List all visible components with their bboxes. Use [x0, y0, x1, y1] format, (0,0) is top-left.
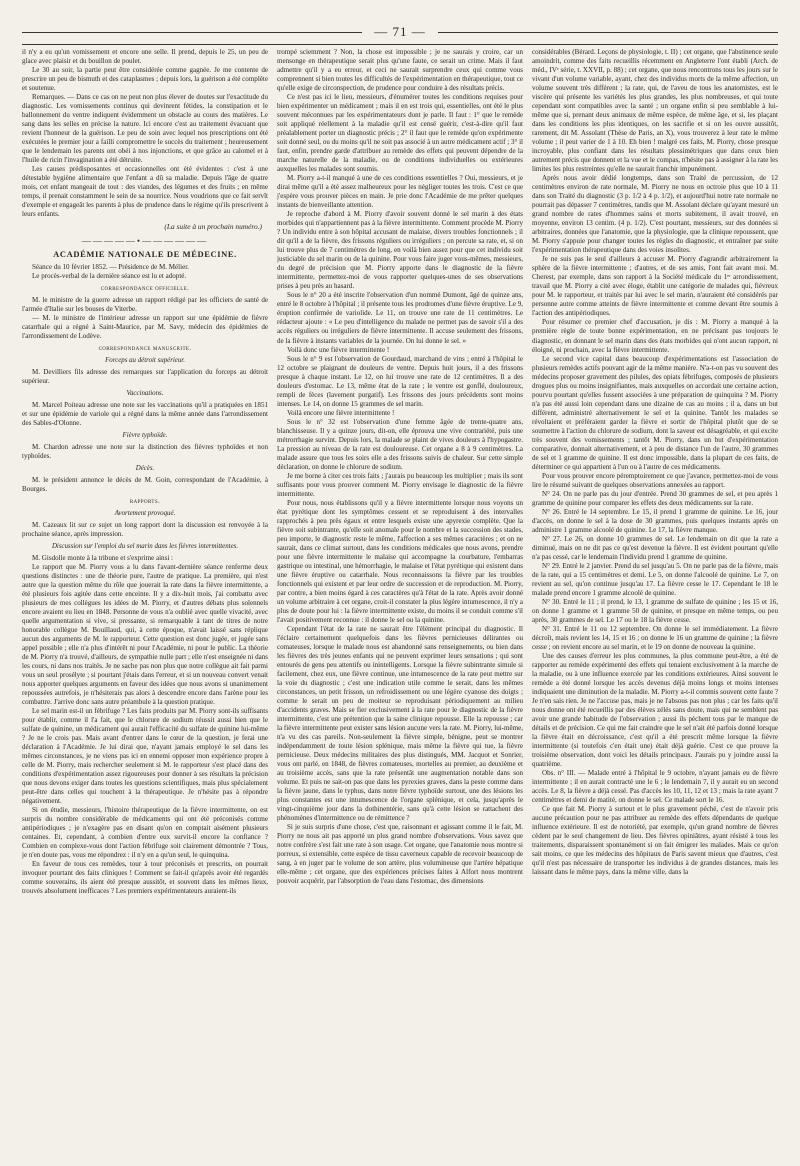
paragraph: N° 27. Le 26, on donne 10 grammes de sel. Le lendemain on dit que la rate a diminué, mais on ne dit pas ce qu'est devenue la fièvre. Il est évident pourtant qu'elle n'a pas cessé, car le lendemain l'individu prend 1 gramme de quinine. — [532, 534, 778, 561]
section-ornament: —————•—————— — [81, 235, 209, 246]
minutes-line: Le procès-verbal de la dernière séance est lu et adopté. — [32, 272, 187, 281]
header-divider — [22, 44, 778, 45]
paragraph: Sous le n° 9 est l'observation de Gourdaud, marchand de vins ; entré à l'hôpital le 12 octobre se plaignant de douleurs de ventre. Depuis huit jours, il a des frissons presque à chaque instant. Le 12, on lui trouve une rate de 12 centimètres. Il a des douleurs d'estomac. Le 13, même état de la rate ; le ventre est gonflé, douloureux, rempli de fèces (lavement purgatif). Les frissons des jours précédents sont moins intenses. Le 14, on donne 15 grammes de sel marin. — [277, 354, 523, 408]
official-correspondence-heading: correspondance officielle. — [100, 285, 190, 293]
case-report-conclusion — [22, 48, 268, 219]
session-line: Séance du 10 février 1852. — Présidence de M. Mélier. — [32, 263, 189, 272]
paragraph: Une des causes d'erreur les plus communes, la plus commune peut-être, a été de rapporter au remède expérimenté des effets qui tenaient exclusivement à la marche de la maladie, ou à une influence exercée par les conditions extérieures. Ainsi souvent le remède a été donné lorsque les accès devenus déjà moins longs et moins intenses indiquaient une diminution de la maladie. M. Piorry a-t-il commis souvent cette faute ? Je n'en sais rien. Je ne l'accuse pas, mais je ne l'absous pas non plus ; car les faits qu'il nous donne ont été recueillis par des élèves zélés sans doute, mais qui ne semblent pas avoir une grande habitude de l'observation ; aussi ils pèchent tous par le manque de détails et de précision. Ce qui me fait craindre que le sel n'ait été parfois donné lorsque la fièvre était en décroissance, c'est qu'il a été prescrit même lorsque la fièvre intermittente (si toutefois c'en était une) était déjà guérie. C'est ce que prouve la troisième observation, dont voici les détails principaux. J'aurais pu y joindre aussi la quatrième. — [532, 652, 778, 769]
paragraph: En faveur de tous ces remèdes, tour à tour préconisés et prescrits, on pourrait invoquer pourtant des faits cliniques ! Comment se fait-il qu'après avoir été regardés comme souverains, ils aient été presque aussitôt, et souvent dans les mêmes lieux, trouvés absolument inefficaces ? Les premiers expérimentateurs auraient-ils — [22, 860, 268, 896]
paragraph: Le second vice capital dans beaucoup d'expérimentations est l'association de plusieurs remèdes actifs pouvant agir de la même manière. N'a-t-on pas vu souvent des médecins proposer gravement des pilules, des opiats fébrifuges, composés de plusieurs drogues plus ou moins insignifiantes, mais auxquelles on accordait une certaine action, pourvu pourtant qu'elles fussent associées à une préparation de quinquina ? M. Piorry n'a pas été aussi loin cependant dans une dizaine de cas au moins ; il a, dans un but différent, administré alternativement le sel et la quinine. Tantôt les malades se révoltaient et préféraient garder la fièvre et sortir de l'hôpital plutôt que de se soumettre à l'action du chlorure de sodium, dont la saveur est désagréable, et qui excite très souvent des vomissements ; tantôt M. Piorry, dans un but d'expérimentation comparative, donnait alternativement, et à peu de distance l'un de l'autre, 30 grammes de sel et 1 gramme de quinine. Il est donc impossible, dans la plupart de ces faits, de déterminer ce qui appartient à l'un ou à l'autre de ces médicaments. — [532, 354, 778, 471]
paragraph: Cependant l'état de la rate ne saurait être l'élément principal du diagnostic. Il l'éclaire certainement quelquefois dans les fièvres pernicieuses délirantes ou comateuses, lorsque le malade nous est abandonné sans renseignements, ou bien dans les fièvres des très jeunes enfants qui ne peuvent exprimer leurs sensations ; qui sont entourés de gens peu attentifs ou inintelligents. Lorsque la fièvre subintrante simule si facilement, chez eux, une fièvre continue, une intumescence de la rate peut mettre sur la voie du diagnostic ; c'est une indication utile comme le serait, dans les mêmes circonstances, un petit frisson, un refroidissement ou une légère cyanose des doigts ; comme le serait un peu de moiteur se reproduisant périodiquement au milieu d'accidents graves. Mais se fier exclusivement à la rate pour le diagnostic de la fièvre intermittente, c'est une prétention que la saine clinique repousse. Elle la repousse ; car la fièvre intermittente peut exister sans lésion aucune vers la rate. M. Piorry, lui-même, n'a vu des cas pareils. Non-seulement la fièvre simple, bénigne, peut se montrer indépendamment de toute lésion splénique, mais même la fièvre qui tue, la fièvre pernicieuse. Deux médecins militaires des plus distingués, MM. Jacquot et Sonrier, vous ont parlé, en 1848, de fièvres comateuses, mortelles au premier, au deuxième et au troisième accès, sans que la rate présentât une augmentation notable dans son volume. Et puis ne sait-on pas que dans les pyrexies graves, dans la peste comme dans la fièvre jaune, dans le typhus, dans notre fièvre typhoïde surtout, une des lésions les plus constantes est une intumescence de l'organe splénique, et cela, jusqu'après le vingt-cinquième jour dans la dothinentérie, sans qu'à cette lésion se rattachent des phénomènes d'intermittence ou de rémittence ? — [277, 625, 523, 823]
paragraph: Remarques. — Dans ce cas on ne peut non plus élever de doutes sur l'exactitude du diagnostic. Les vomissements continus qui devinrent fétides, la constipation et le ballonnement du ventre indiquent évidemment un obstacle au cours des matières. Le sang dans les selles en précise la nature. Ici encore c'est au traitement évacuant que revient l'honneur de la guérison. Le peu de soin avec lequel nos prescriptions ont été exécutées le premier jour a failli compromettre le succès du traitement ; heureusement que le lendemain les parents ont obéi à nos injonctions, et que grâce au calomel et à l'huile de ricin l'invagination a été détruite. — [22, 93, 268, 165]
discussion-speech-start — [22, 554, 268, 897]
paragraph: Après nous avoir dédié longtemps, dans son Traité de percussion, de 12 centimètres environ de rate normale, M. Piorry ne nous en octroie plus que 10 à 11 dans son Traité du diagnostic (3 p. 1/2 à 4 p. 1/2), et aujourd'hui notre rate normale ne pourrait pas dépasser 7 centimètres, tandis que M. Assolant déclare qu'ayant mesuré un grand nombre de rates d'hommes sains et morts subitement, il avait trouvé, en moyenne, environ 13 centim. (4 p. 1/2). C'est pourtant, messieurs, sur des données si arbitraires, données que l'anatomie, que la physiologie, que la clinique repoussent, que M. Piorry s'appuie pour changer toutes les règles du diagnostic, et entraîner par suite l'expérimentation thérapeutique dans des voies insolites. — [532, 174, 778, 255]
forceps-heading: Forceps au détroit supérieur. — [105, 357, 185, 365]
header-rule-right — [438, 32, 778, 33]
paragraph: Obs. n° III. — Malade entré à l'hôpital le 9 octobre, n'ayant jamais eu de fièvre intermittente ; il en aurait contracté une le 6 ; le lendemain 7, il y aurait eu un second accès. Le 8, la fièvre a déjà cessé. Pas d'accès les 10, 11, 12 et 13 ; mais la rate ayant 7 centimètres et demi de matité, on donne le sel. Ce malade sort le 16. — [532, 769, 778, 805]
paragraph: trompé sciemment ? Non, la chose est impossible ; je ne saurais y croire, car un mensonge en thérapeutique serait plus qu'une faute, ce serait un crime. Mais il faut admettre qu'il y a eu erreur, et ceci ne saurait surprendre ceux qui comme vous comprennent si bien toutes les difficultés de l'expérimentation en thérapeutique, tout ce qu'elle exige de circonspection, de prudence pour conduire à des résultats précis. — [277, 48, 523, 93]
paragraph: Les causes prédisposantes et occasionnelles ont été évidentes : c'est à une détestable hygiène alimentaire que l'enfant a dû sa maladie. Depuis l'âge de quatre mois, cet enfant mangeait de tout : des viandes, des légumes et des fruits ; en même temps, il prenait constamment le sein de sa nourrice. Nous voudrions que ce fait servît d'exemple et engageât les parents à plus de prudence dans le régime qu'ils prescrivent à leurs enfants. — [22, 165, 268, 219]
deaths-paragraph: M. le président annonce le décès de M. Goin, correspondant de l'Académie, à Bourges. — [22, 475, 268, 493]
running-head — [22, 24, 778, 40]
paragraph: — M. le ministre de l'intérieur adresse un rapport sur une épidémie de fièvre catarrhale qui a régné à Saint-Maurice, par M. Savy, médecin des épidémies de l'arrondissement de Lodève. — [22, 313, 268, 340]
discussion-heading: Discussion sur l'emploi du sel marin dans les fièvres intermittentes. — [51, 542, 239, 550]
paragraph: Le rapport que M. Piorry vous a lu dans l'avant-dernière séance renferme deux questions distinctes : une de théorie pure, l'autre de pratique. La première, qui n'est autre que la question même du rôle que jouerait la rate dans la fièvre intermittente, a été plusieurs fois agitée dans cette enceinte. Il y a dix-huit mois, j'ai combattu avec plusieurs de mes collègues les idées de M. Piorry, et d'autres débats plus solennels encore avaient eu lieu en 1848. Personne de vous n'a oublié avec quelle vivacité, avec quelle argumentation si vive, si pressante, si remarquable à tant de titres de notre honorable collègue M. Bouillaud, qui, à cette époque, n'avait laissé sans réplique aucun des arguments de M. le rapporteur. Cette question est donc jugée, et jugée sans appel possible ; elle n'a plus d'intérêt ni pour l'Académie, ni pour le public. La théorie de M. Piorry n'a trouvé, d'ailleurs, de sympathie nulle part ; elle n'est enseignée ni dans les cours, ni dans nos traités. Je ne sache pas non plus que notre collègue ait fait parmi vous un seul prosélyte ; si pourtant j'étais dans l'erreur, et si un nouveau convert venait nous apporter quelques arguments en faveur des idées que nous avons si unanimement repoussées autrefois, je n'hésiterais pas alors à descendre encore dans l'arène pour les combattre. J'arrive donc sans autre préambule à la question pratique. — [22, 562, 268, 706]
forceps-paragraph: M. Devilliers fils adresse des remarques sur l'application du forceps au détroit supérieur. — [22, 367, 268, 385]
abortion-heading: Avortement provoqué. — [114, 510, 176, 518]
paragraph: N° 26. Entré le 14 septembre. Le 15, il prend 1 gramme de quinine. Le 16, jour d'accès, on donne le sel à la dose de 30 grammes, puis quelques instants après on administre 1 gramme alcoolé de quinine. Le 17, la fièvre manque. — [532, 507, 778, 534]
paragraph: M. le ministre de la guerre adresse un rapport rédigé par les officiers de santé de l'armée d'Italie sur les bouses de Viterbe. — [22, 295, 268, 313]
abortion-paragraph: M. Cazeaux lit sur ce sujet un long rapport dont la discussion est renvoyée à la prochaine séance, après impression. — [22, 520, 268, 538]
paragraph: Pour résumer ce premier chef d'accusation, je dis : M. Piorry a manqué à la première règle de toute bonne expérimentation, en ne précisant pas toujours le diagnostic, en donnant le sel marin dans des états morbides qui n'ont aucun rapport, ni éloigné, ni prochain, avec la fièvre intermittente. — [532, 318, 778, 354]
manuscript-correspondence-heading: correspondance manuscrite. — [98, 344, 192, 352]
paragraph: N° 24. On ne parle pas du jour d'entrée. Prend 30 grammes de sel, et peu après 1 gramme de quinine pour comparer les effets des deux médicaments sur la rate. — [532, 489, 778, 507]
vaccinations-paragraph: M. Marcel Poiteau adresse une note sur les vaccinations qu'il a pratiquées en 1851 et sur une épidémie de variole qui a régné dans la même année dans l'arrondissement des Sables-d'Olonne. — [22, 400, 268, 427]
official-correspondence — [22, 296, 268, 341]
paragraph: il n'y a eu qu'un vomissement et encore une selle. Il prend, depuis le 25, un peu de glace avec plaisir et du bouillon de poulet. — [22, 48, 268, 66]
deaths-heading: Décès. — [135, 464, 155, 472]
page-number: — 71 — — [374, 24, 426, 39]
paragraph: Ce n'est pas ici le lieu, messieurs, d'énumérer toutes les conditions requises pour bien expérimenter un médicament ; mais il en est trois qui, essentielles, ont été le plus souvent méconnues par les expérimentateurs dont je parle. Il faut : 1° que le remède soit appliqué réellement à la maladie qu'il est censé guérir, c'est-à-dire qu'il faut préalablement porter un diagnostic précis ; 2° il faut que le remède qu'on expérimente soit donné seul, ou du moins qu'il ne soit pas associé à un autre médicament actif ; 3° il faut, enfin, prendre garde d'attribuer au remède des effets qui peuvent dépendre de la marche naturelle de la maladie, ou de conditions individuelles ou extérieures auxquelles les malades sont soumis. — [277, 93, 523, 174]
paragraph: Je reproche d'abord à M. Piorry d'avoir souvent donné le sel marin à des états morbides qui n'appartiennent pas à la fièvre intermittente. Comment procède M. Piorry ? Un individu entre à son hôpital accusant de malaise, divers troubles fonctionnels ; il dit qu'il a de la fièvre, des frissons réguliers ou irréguliers ; on percute sa rate, et, si on lui trouve plus de 7 centimètres de long, en voilà bien assez pour que cet individu soit justiciable du sel marin ou de la quinine. Pour vous faire juger vous-mêmes, messieurs, du degré de précision que M. Piorry apporte dans le diagnostic de la fièvre intermittente, permettez-moi de vous rapporter quelques-unes de ses observations prises à peu près au hasard. — [277, 210, 523, 291]
header-rule-left — [22, 32, 362, 33]
paragraph: Le sel marin est-il un fébrifuge ? Les faits produits par M. Piorry sont-ils suffisants pour établir, comme il l'a fait, que le chlorure de sodium réussit aussi bien que le sulfate de quinine, un médicament qui aurait l'efficacité du sulfate de quinine lui-même ? Je ne le crois pas. Mais avant d'entrer dans le cœur de la question, je ferai une déclaration à l'Académie. Je lui dirai que, n'ayant jamais employé le sel dans les mêmes circonstances, je ne viens pas ici en ennemi opposer mon expérience propre à celle de M. Piorry, mais rechercher seulement si M. le rapporteur s'est placé dans des conditions d'expérimentation assez rigoureuses pour donner à ses résultats la précision que nous devons exiger dans toutes les questions scientifiques, mais plus spécialement peut-être dans celles qui touchent à la thérapeutique. Je n'hésite pas à répondre négativement. — [22, 706, 268, 806]
academy-title: ACADÉMIE NATIONALE DE MÉDECINE. — [53, 249, 237, 260]
paragraph: Voilà donc une fièvre intermittente ! — [287, 345, 390, 354]
paragraph: Si on étudie, messieurs, l'histoire thérapeutique de la fièvre intermittente, on est surpris du nombre considérable de médicaments qui ont été préconisés comme antipériodiques ; je n'exagère pas en disant qu'on en comptait aisément plusieurs centaines. Et, cependant, à combien d'entre eux survit-il encore la confiance ? Combien en complexe-vous dont l'action fébrifuge soit clairement démontrée ? Tous, je n'en doute pas, vous me répondrez : il n'y en a qu'un seul, le quinquina. — [22, 806, 268, 860]
paragraph: Pour vous prouver encore péremptoirement ce que j'avance, permettez-moi de vous lire le résumé suivant de quelques observations annexées au rapport. — [532, 471, 778, 489]
continuation-note: (La suite à un prochain numéro.) — [164, 222, 262, 232]
paragraph: Pour nous, nous établissons qu'il y a fièvre intermittente lorsque nous voyons un état pyrétique dont les symptômes cessent et se reproduisent à des intervalles rapprochés à peu près égaux et entre lesquels existe une apyrexie complète. Que la fièvre soit subintrante, qu'elle soit anomale pour le nombre et la succession des stades, peu importe, le diagnostic reste le même, l'affection a ses mêmes caractères ; et on ne saurait, dans ce climat surtout, dans les conditions médicales que nous avons, prendre pour une fièvre intermittente le malaise qui accompagne la courbature, l'embarras gastrique ou intestinal, une hémorrhagie, le malaise et l'état pyrétique qui existent dans une fièvre éruptive ou catarrhale. Nous reconnaissons la fièvre par les troubles fonctionnels qui existent et par leur ordre de succession et de reproduction. M. Piorry, par contre, a bien moins égard à ces caractères qu'à l'état de la rate. Après avoir donné un volume arbitraire à cet organe, croit-il constater la plus légère intumescence, il n'y a plus de doute pour lui : la fièvre intermittente existe, du moins il se conduit comme s'il l'avait positivement reconnue : il donne le sel ou la quinine. — [277, 498, 523, 624]
paragraph: N° 29. Entré le 2 janvier. Prend du sel jusqu'au 5. On ne parle pas de la fièvre, mais de la rate, qui a 15 centimètres et demi. Le 5, on donne l'alcoolé de quinine. Le 7, on revient au sel, qu'on continue jusqu'au 17. La fièvre cesse le 17. Cependant le 18 le malade prend encore 1 gramme alcoolé de quinine. — [532, 561, 778, 597]
paragraph: Sous le n° 20 a été inscrite l'observation d'un nommé Dumont, âgé de quinze ans, entré le 8 octobre à l'hôpital ; il présente tous les prodromes d'une fièvre éruptive. Le 9, éruption confirmée de variolide. Le 11, on trouve une rate de 11 centimètres. Le rédacteur ajoute : « Le peu d'intelligence du malade ne permet pas de savoir s'il a des accès réguliers ou irréguliers de fièvre intermittente. Il accuse seulement des frissons, de la fièvre à instants variables de la journée. On lui donne le sel. » — [277, 291, 523, 345]
paragraph: Je ne suis pas le seul d'ailleurs à accuser M. Piorry d'agrandir arbitrairement la sphère de la fièvre intermittente ; d'autres, et de ses amis, l'ont fait avant moi. M. Cherest, par exemple, dans son rapport à la Société médicale du 1ᵉʳ arrondissement, travail que M. Piorry a cité avec éloge, établit une catégorie de malades qui, fiévreux pour M. le rapporteur, et traités par lui avec le sel marin, n'auraient été considérés par personne autre comme atteints de fièvre intermittente et comme devant être soumis à l'action des antipériodiques. — [532, 255, 778, 318]
column-middle — [277, 48, 523, 1148]
column-left — [22, 48, 268, 1148]
paragraph: N° 31. Entré le 11 ou 12 septembre. On donne le sel immédiatement. La fièvre décroît, mais revient les 14, 15 et 16 ; on donne le 16 un gramme de quinine ; la fièvre cesse ; on revient encore au sel marin, et le 19 on donne de nouveau la quinine. — [532, 625, 778, 652]
paragraph: N° 30. Entré le 11 ; il prend, le 13, 1 gramme de sulfate de quinine ; les 15 et 16, on donne 1 gramme et 1 gramme 50 de quinine, et presque en même temps, ou peu après, 30 grammes de sel. Le 17 ou le 18 la fièvre cesse. — [532, 597, 778, 624]
paragraph: Voilà encore une fièvre intermittente ! — [287, 408, 395, 417]
text-columns — [22, 48, 778, 1148]
paragraph: Ce que fait M. Piorry à surtout et le plus gravement péché, c'est de n'avoir pris aucune précaution pour ne pas attribuer au remède des effets dépendants de quelque influence extérieure. Il est de notoriété, par exemple, qu'un grand nombre de fièvres cèdent par le seul changement de lieu. Des fièvres opiniâtres, ayant résisté à tous les traitements, disparaissent spontanément si on fait émigrer les malades. Mais ce qu'on sait moins, ce que les médecins des hôpitaux de Paris savent mieux que d'autres, c'est qu'il n'est pas nécessaire de transporter les individus à de grandes distances, mais les laissant dans le même pays, dans la même ville, dans la — [532, 805, 778, 877]
column-right — [532, 48, 778, 1148]
paragraph: Sous le n° 32 est l'observation d'une femme âgée de trente-quatre ans, blanchisseuse. Il y a quinze jours, dit-on, elle éprouva une vive contrariété, puis une métrorrhagie survint. Depuis lors, la malade se plaint de vives douleurs à l'hypogastre. La pression au niveau de la rate est douloureuse. Cet organe a 8 à 9 centimètres. La malade assure que tous les soirs elle a des frissons suivis de chaleur. Sur cette simple déclaration, on donne le chlorure de sodium. — [277, 417, 523, 471]
paragraph: Le 30 au soir, la partie peut être considérée comme gagnée. Je me contente de prescrire un peu de bismuth et des cataplasmes ; depuis lors, la guérison a été complète et soutenue. — [22, 66, 268, 93]
paragraph: Si je suis surpris d'une chose, c'est que, raisonnant et agissant comme il le fait, M. Piorry ne nous ait pas apporté un plus grand nombre d'observations. Vous savez que notre confrère s'est fait une rate à son usage. Cet organe, que l'anatomie nous montre si porreux, si extensible, cette espèce de tissu caverneux capable de recevoir beaucoup de sang, à en juger par le volume de son artère, plus volumineuse que l'artère hépatique elle-même ; cet organe, que des expériences précises faites à Alfort nous montrent pouvoir acquérir, par l'absorption de l'eau dans l'estomac, des dimensions — [277, 823, 523, 886]
typhoid-heading: Fièvre typhoïde. — [122, 431, 168, 439]
vaccinations-heading: Vaccinations. — [126, 390, 164, 397]
paragraph: M. Gisdolle monte à la tribune et s'exprime ainsi : — [32, 553, 174, 562]
reports-heading: rapports. — [129, 497, 161, 505]
typhoid-paragraph: M. Chardon adresse une note sur la distinction des fièvres typhoïdes et non typhoïdes. — [22, 442, 268, 460]
paragraph: M. Piorry a-t-il manqué à une de ces conditions essentielles ? Oui, messieurs, et je dirai même qu'il a été assez malheureux pour les négliger toutes les trois. C'est ce que j'espère vous prouver pièces en main. Je prie donc l'Académie de me prêter quelques instants de bienveillante attention. — [277, 174, 523, 210]
paragraph: Je me borne à citer ces trois faits ; j'aurais pu beaucoup les multiplier ; mais ils sont suffisants pour vous prouver comment M. Piorry envisage le diagnostic de la fièvre intermittente. — [277, 471, 523, 498]
paragraph: considérables (Bérard. Leçons de physiologie, t. II) ; cet organe, que l'abstinence seule amoindrit, comme des faits recueillis récemment en Angleterre l'ont établi (Arch. de méd., IVᵉ série, t. XXVII, p. 88) ; cet organe, que nous rencontrons tous les jours sur le vivant d'un volume variable, ayant, chez des individus morts de la même affection, un volume souvent très différent ; la rate, qui, de l'aveu de tous les anatomistes, est le viscère qui présente les variétés les plus grandes, les plus nombreuses, et qui toute cependant sont compatibles avec la santé ; un organe enfin si peu semblable à lui-même que si, prenant deux animaux de même espèce, de même âge, et si, les plaçant dans les conditions les plus identiques, on les sacrifie et si on les ouvre aussitôt, rarement, dit M. Assolant (Thèse de Paris, an X), vous trouverez à leur rate le même volume ; il peut varier de 1 à 10. Eh bien ! malgré ces faits, M. Piorry, chose presque incroyable, plus confiant dans les résultats plessimétriques que dans ceux bien autrement précis que donnent et la vue et le compas, n'hésite pas à assigner à la rate les limites les plus restreintes qu'elle ne saurait franchir impunément. — [532, 48, 778, 174]
